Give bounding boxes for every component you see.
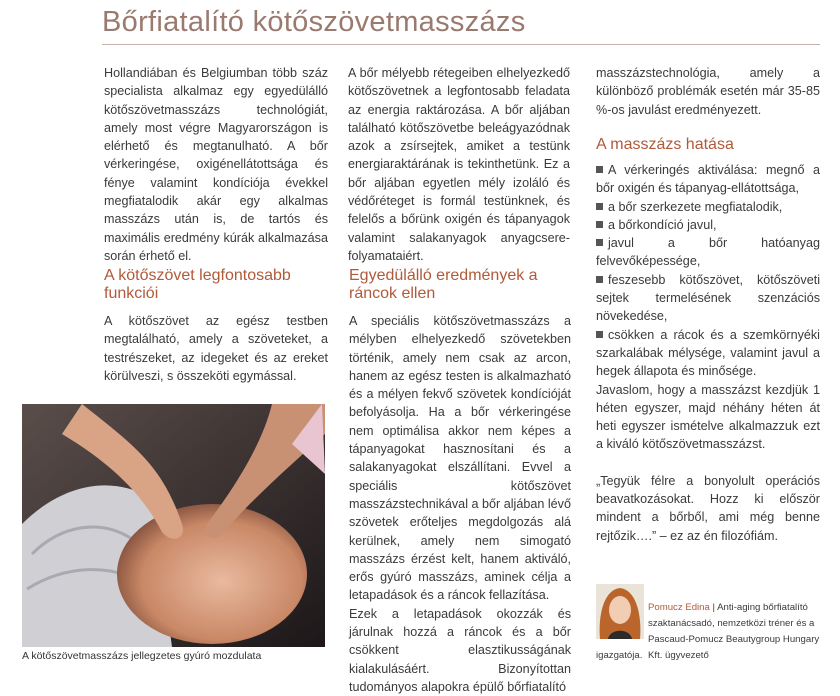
list-item: A vérkeringés aktiválása: megnő a bőr oxigén és tápanyag-ellátottsága, bbox=[596, 163, 820, 196]
storage-paragraph: A bőr mélyebb rétegeiben elhelyezkedő kötőszövetnek a legfontosabb feladata az energia raktározása. A bőr aljában található kötőszövetbe beleágyazódnak azok a zsírsejtek, amiket a testünk energiaraktárának is tekinthetünk. Ez a bőr aljában egyetlen mély izoláló és védőréteget is formál testünknek, és felelős a bőrünk oxigén és tápanyagok valamint salakanyagok anyagcsere-folyamataiért. bbox=[348, 66, 570, 263]
quote-paragraph: „Tegyük félre a bonyolult operációs beavatkozásokat. Hozz ki először mindent a bőrből, ami még benne rejtőzik….” – ez az én filozófiám. bbox=[596, 473, 820, 543]
list-item: javul a bőr hatóanyag felvevőképessége, bbox=[596, 236, 820, 269]
massage-photo bbox=[22, 404, 325, 647]
intro-paragraph: Hollandiában és Belgiumban több száz specialista alkalmaz egy egyedülálló kötőszövetmasszázs technológiát, amely most végre Magyarországon is elérhető és megtanulható. A bőr vérkeringése, oxigénellátottsága és fénye valamint kondíciója évekkel megfiatalodik akár egy alkalmas masszázs után is, de tartós és maximális eredmény kúrák alkalmazása során érhető el. bbox=[104, 66, 328, 263]
effects-list-block bbox=[596, 161, 820, 545]
title-divider bbox=[102, 44, 820, 45]
results-text-1: A speciális kötőszövetmasszázs a mélyben elhelyezkedő szövetekben történik, amely nem csak az arcon, hanem az egész testen is alkalmazható és a mélyen fekvő szövetek kondícióját befolyásolja. Ha a bőr vérkeringése nem optimálisa akkor nem képes a tápanyagokat hasznosítani és a salakanyagokat elszállítani. Evvel a speciális kötőszövet masszázstechnikával a bőr aljában lévő szövetek erőteljes megdolgozás alá kerülnek, amely nem simogató masszázs érzést kelt, hanem aktiváló, erős gyúró masszázs, aminek célja a letapadások és a ráncok fellazítása. bbox=[349, 314, 571, 603]
results-paragraphs bbox=[349, 312, 571, 696]
square-bullet-icon bbox=[596, 166, 603, 173]
author-name: Pomucz Edina bbox=[648, 602, 710, 613]
section-heading-effects: A masszázs hatása bbox=[596, 136, 734, 153]
list-item: a bőrkondíció javul, bbox=[596, 216, 820, 234]
author-portrait bbox=[596, 584, 644, 639]
effects-list bbox=[596, 161, 820, 381]
column-2 bbox=[348, 64, 570, 265]
column-3 bbox=[596, 64, 820, 119]
advice-paragraph: Javaslom, hogy a masszázst kezdjük 1 héten egyszer, majd néhány héten át heti egyszer ismételve alkalmazzuk ezt a kiváló kötőszövetmasszázst. bbox=[596, 382, 820, 452]
results-text-2: Ezek a letapadások okozzák és járulnak hozzá a ráncok és a bőr csökkent elasztikusságának kialakulásáért. Bizonyítottan tudományos alapokra épülő bőrfiatalító bbox=[349, 606, 571, 694]
square-bullet-icon bbox=[596, 331, 603, 338]
square-bullet-icon bbox=[596, 203, 603, 210]
author-description: | Anti-aging bőrfiatalító szaktanácsadó, nemzetközi tréner és a Pascaud-Pomucz Beautygroup Hungary Kft. ügyvezető bbox=[648, 602, 820, 661]
square-bullet-icon bbox=[596, 221, 603, 228]
author-bio bbox=[648, 600, 822, 664]
square-bullet-icon bbox=[596, 239, 603, 246]
photo-caption: A kötőszövetmasszázs jellegzetes gyúró mozdulata bbox=[22, 650, 262, 662]
author-bio-tail: igazgatója. bbox=[596, 650, 643, 661]
continuation-paragraph: masszázstechnológia, amely a különböző problémák esetén már 35-85 %-os javulást eredményezett. bbox=[596, 66, 820, 117]
functions-text: A kötőszövet az egész testben megtalálható, amely a szöveteket, a testrészeket, az idegeket és az ereket körülveszi, s összeköti egymással. bbox=[104, 314, 328, 383]
functions-paragraph bbox=[104, 312, 328, 385]
section-heading-functions: A kötőszövet legfontosabb funkciói bbox=[104, 267, 291, 302]
list-item: feszesebb kötőszövet, kötőszöveti sejtek termelésének szenzációs növekedése, bbox=[596, 272, 820, 324]
square-bullet-icon bbox=[596, 276, 603, 283]
page-title: Bőrfiatalító kötőszövetmasszázs bbox=[102, 6, 526, 38]
list-item: a bőr szerkezete megfiatalodik, bbox=[596, 198, 820, 216]
section-heading-results: Egyedülálló eredmények a ráncok ellen bbox=[349, 267, 538, 302]
column-1 bbox=[104, 64, 328, 265]
list-item: csökken a rácok és a szemkörnyéki szarkalábak mélysége, valamint javul a hegek állapota és minősége. bbox=[596, 327, 820, 379]
